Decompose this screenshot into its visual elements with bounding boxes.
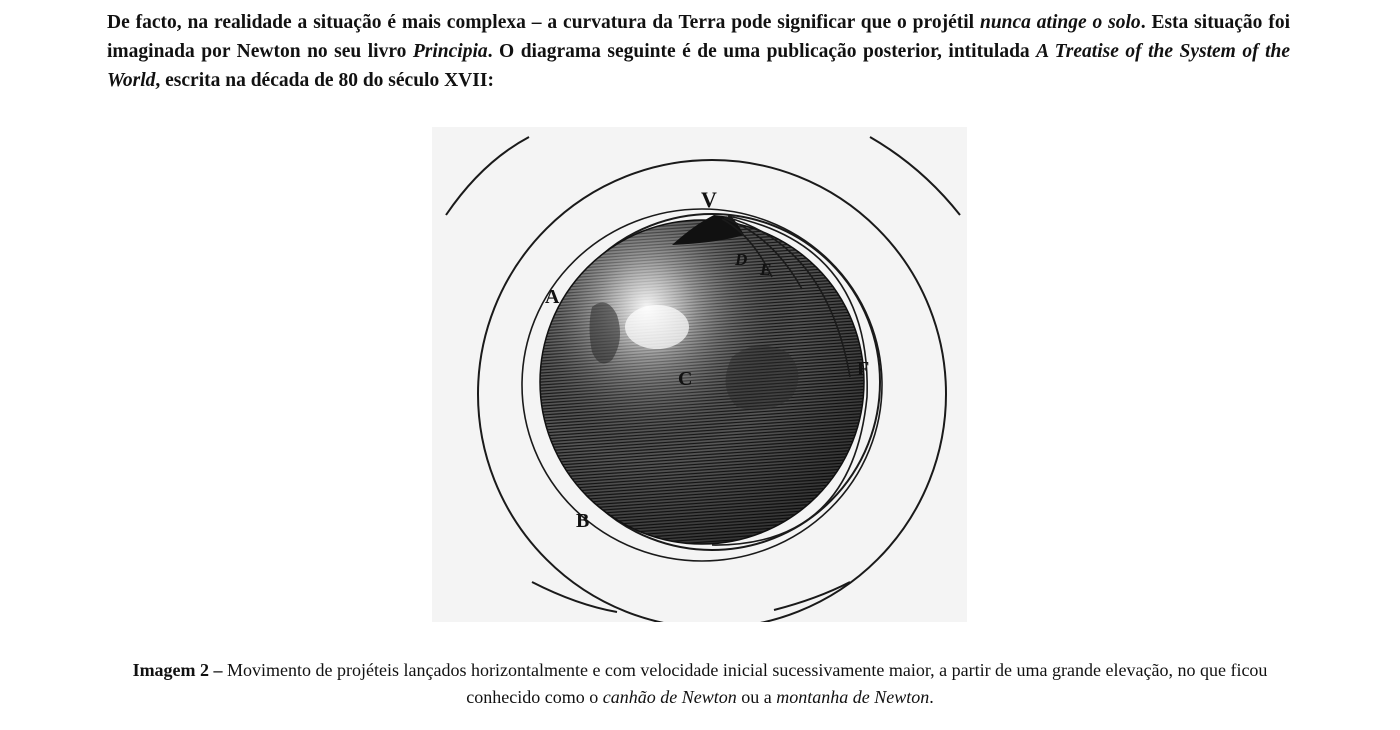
intro-text-1: De facto, na realidade a situação é mais complexa – a curvatura da Terra pode significar que o projétil xyxy=(107,12,980,33)
outer-orbit-arc-top-left xyxy=(446,137,529,215)
newton-cannon-figure xyxy=(432,127,967,622)
intro-paragraph xyxy=(107,8,1290,95)
figure-caption xyxy=(120,657,1280,711)
label-f: F xyxy=(857,358,870,380)
label-c: C xyxy=(678,368,693,390)
outer-orbit-arc-bottom-left xyxy=(532,582,617,612)
intro-text-3: . O diagrama seguinte é de uma publicação posterior, intitulada xyxy=(487,41,1037,62)
label-v: V xyxy=(701,187,717,212)
outer-orbit-arc-top-right xyxy=(870,137,960,215)
caption-text-1: Movimento de projéteis lançados horizontalmente e com velocidade inicial sucessivamente maior, a partir de uma grande elevação, no que ficou conhecido como o xyxy=(222,660,1268,707)
caption-emphasis-mountain: montanha de Newton xyxy=(776,687,930,707)
label-b: B xyxy=(576,510,590,532)
intro-book-title: Principia xyxy=(412,41,488,62)
caption-emphasis-cannon: canhão de Newton xyxy=(602,687,737,707)
caption-text-2: ou a xyxy=(736,687,777,707)
caption-label: Imagem 2 – xyxy=(132,660,223,680)
label-e: E xyxy=(760,260,772,279)
label-d: D xyxy=(735,250,748,269)
intro-emphasis-1: nunca atinge o solo xyxy=(979,12,1141,33)
intro-treatise-title: A Treatise of the System of the World xyxy=(107,41,1290,91)
earth-shading xyxy=(540,220,864,544)
intro-text-4: , escrita na década de 80 do século XVII: xyxy=(155,70,494,91)
earth-highlight xyxy=(625,305,689,349)
intro-text-2: . Esta situação foi imaginada por Newton no seu livro xyxy=(107,12,1290,62)
caption-text-3: . xyxy=(929,687,934,707)
newton-cannon-diagram xyxy=(432,127,967,622)
label-a: A xyxy=(545,286,560,308)
